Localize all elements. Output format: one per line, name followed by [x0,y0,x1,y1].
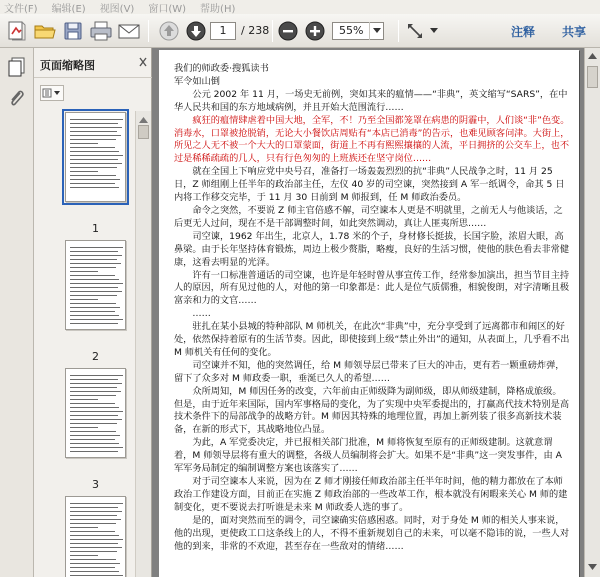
thumbnail-text-line [70,143,98,144]
thumbnail-text-line [70,447,123,448]
arrow-up-icon [158,20,180,42]
thumbnail-text-line [70,503,123,504]
paperclip-icon [7,88,27,110]
thumbnail-text-line [70,287,118,288]
thumbnail-text-line [70,423,117,424]
thumbnail-options-button[interactable] [40,85,64,101]
thumbnail-text-line [70,135,121,136]
thumbnail-text-line [70,323,118,324]
page-total: / 238 [241,24,270,37]
zoom-level-select[interactable]: 55% [332,22,384,40]
thumbnail-text-line [70,419,122,420]
thumbnail-text-line [70,183,115,184]
thumbnail-text-line [70,263,121,264]
email-button[interactable] [116,17,142,45]
paragraph: 是的，面对突然而至的调令，司空谏确实倍感困惑。同时，对于身处 M 师的相关人事来说，他的出现，更使政工口这条线上的人，不得不重新规划自己的未来，可以毫不隐讳的说，一些人对他的到来，非常的不欢迎，甚至存在一些敌对的情绪…… [174,514,570,552]
thumbnail-text-line [70,515,117,516]
thumbnail-text-line [70,159,118,160]
create-pdf-icon [6,20,28,42]
toolbar-separator [148,20,149,42]
fit-page-icon [405,21,425,41]
page-thumbnails-tab[interactable] [6,56,28,81]
document-view[interactable] [152,48,584,577]
chevron-down-icon [430,28,438,34]
thumbnail-text-line [70,575,123,576]
thumbnail-text-line [70,507,118,508]
chevron-down-icon [588,564,597,571]
zoom-in-button[interactable] [303,17,327,45]
menu-bar [0,0,600,14]
thumbnail-text-line [70,571,119,572]
paragraph: …… [192,308,211,320]
thumbnail-text-line [70,303,116,304]
thumbnail-text-line [70,543,118,544]
thumbnail-scroll-thumb[interactable] [138,125,149,139]
thumbnail-text-line [70,299,98,300]
thumbnail-page-number: 3 [92,478,99,491]
thumbnail-text-line [70,535,119,536]
menu-window[interactable]: 窗口(W) [148,3,187,14]
paragraph: 对于司空谏本人来说，因为在 Z 师才刚接任师政治部主任半年时间，他的精力都放在了本师政治工作建设方面，目前正在实施 Z 师政治部的一些改革工作，根本就没有闲暇来关心 M 师的建制变化，更不要说去打听谁是未来 M 师政委人选的事了。 [174,476,568,513]
toolbar-separator [398,20,399,42]
thumbnail-text-line [70,435,120,436]
thumbnail-text-line [70,271,98,272]
thumbnail-text-line [70,451,118,452]
page-text [174,63,570,553]
next-page-button[interactable] [183,17,209,45]
open-folder-button[interactable] [32,17,58,45]
thumbnail-text-line [70,311,115,312]
thumbnail-text-line [70,527,98,528]
thumbnail-text-line [70,255,122,256]
plus-icon [304,20,326,42]
thumbnail-text-line [70,519,121,520]
paragraph: 军令如山倒 [174,75,220,87]
thumbnail-page-4[interactable] [65,496,126,577]
zoom-out-button[interactable] [276,17,300,45]
thumbnail-text-line [70,411,123,412]
thumbnail-text-line [70,563,120,564]
thumbnail-text-line [70,155,123,156]
thumbnail-text-line [70,259,117,260]
toolbar [0,14,600,48]
thumbnail-text-line [70,395,116,396]
thumbnail-text-line [70,171,98,172]
page-number-input[interactable]: 1 [210,22,236,40]
thumbnail-text-line [70,379,118,380]
thumbnail-text-line [70,147,115,148]
thumbnail-text-line [70,415,118,416]
toolbar-separator [272,20,273,42]
paragraph: 司空谏并不知，他的突然调任，给 M 师领导层已带来了巨大的冲击，更有若一颗重磅炸弹，留下了众多对 M 师政委一职，垂涎已久人的希望…… [174,359,565,384]
thumbnail-text-line [70,247,123,248]
chevron-up-icon [139,117,148,124]
thumbnail-text-line [70,163,122,164]
thumbnail-panel-header [34,48,152,78]
thumbnail-scrollbar[interactable] [135,111,151,577]
thumbnail-text-line [70,187,119,188]
thumbnail-text-line [70,139,116,140]
thumbnail-text-line [70,407,119,408]
paragraph: 命令之突然，不要说 Z 师主官倍感不解，司空谏本人更是不明就里，之前无人与他谈话，之后更无人过问，现在不是干部调整时间，如此突然调动，真让人匪夷所思…… [174,204,563,229]
attachments-tab[interactable] [7,88,27,113]
save-button[interactable] [60,17,86,45]
paragraph: 司空谏，1962 年出生，北京人，1.78 米的个子，身材修长挺拔，长国字脸，浓眉大眼，高鼻梁。由于长年坚持体育锻炼，周边上极少赘脂，略瘦，良好的生活习惯，使他的肤色看去非常健康，这看去明显的光泽。 [174,230,570,268]
thumbnail-panel-title: 页面缩略图 [40,59,95,72]
thumbnail-text-line [70,375,123,376]
thumbnail-page-3[interactable] [65,368,126,458]
scroll-down-button[interactable] [585,560,600,575]
thumbnail-text-line [70,555,98,556]
print-button[interactable] [88,17,114,45]
thumbnail-text-line [70,251,118,252]
thumbnail-text-line [70,295,117,296]
paragraph: 就在全国上下响应党中央号召，准备打一场轰轰烈烈的抗“非典”人民战争之时，11 月 25 日，Z 师组刚上任半年的政治部主任，左仪 40 岁的司空谏，突然接到 A 军一纸调令，命其 5 日内将工作移交完毕，于 11 月 30 日前到 M 师报到，任 M 师政治委员。 [174,166,565,204]
navigation-strip [0,48,34,577]
chevron-up-icon [588,53,597,60]
save-icon [62,20,84,42]
zoom-dropdown-button[interactable] [369,22,384,40]
menu-help[interactable]: 帮助(H) [200,3,236,14]
previous-page-button[interactable] [156,17,182,45]
scroll-up-button[interactable] [585,49,600,64]
pdf-page [159,50,579,577]
thumbnail-text-line [70,511,122,512]
thumbnail-page-number: 1 [92,222,99,235]
thumbnail-text-line [70,559,116,560]
thumbnail-text-line [70,179,120,180]
thumbnail-page-1[interactable] [65,112,126,202]
fit-page-dropdown[interactable] [427,17,441,45]
thumbnail-text-line [70,399,98,400]
thumbnail-text-line [70,387,117,388]
close-icon [138,56,148,68]
thumbnail-text-line [70,391,121,392]
document-scroll-thumb[interactable] [587,66,598,88]
paragraph: 为此，A 军党委决定，并已报相关部门批准，M 师将恢复至原有的正师级建制。这就意谓着，M 师领导层将有重大的调整，各级人员编制将会扩大。如果不是“非典”这一突发事件，由 A 军军务局制定的编制调整方案也该落实了…… [174,437,562,475]
fit-page-button[interactable] [404,17,426,45]
thumbnail-text-line [70,319,123,320]
minus-icon [277,20,299,42]
thumbnail-text-line [70,551,117,552]
thumbnail-text-line [70,291,122,292]
thumbnail-text-line [70,167,117,168]
thumbnail-text-line [70,443,119,444]
thumbnail-text-line [70,119,123,120]
thumbnail-text-line [70,283,123,284]
paragraph: 疯狂的瘟情肆虐着中国大地，全军，不！乃至全国都笼罩在病患的阴霾中，人们谈“非”色变。消毒水，口罩被抢脱销，无论大小餐饮店周贴有“本店已消毒”的告示，也难见顾客问津。大街上，所见之人无不被一个大大的口罩蒙面，街道上不再有熙熙攘攘的人流，平日拥挤的公交车上，也不过是稀稀疏疏的几人，只有行色匆匆的上班族还在坚守岗位…… [174,114,570,165]
thumbnail-text-line [70,175,116,176]
arrow-down-icon [185,20,207,42]
thumbnail-text-line [70,267,116,268]
thumbnail-text-line [70,307,120,308]
close-panel-button[interactable] [138,56,148,71]
thumbnail-text-line [70,431,116,432]
create-pdf-button[interactable] [4,17,30,45]
thumbnail-text-line [70,523,116,524]
thumbnail-text-line [70,567,115,568]
paragraph: 许有一口标准普通话的司空谏，也许是年轻时曾从事宣传工作，经常参加演出，担当节目主持人的原因，所有见过他的人，对他的第一印象都是：此人是位气质儒雅，相貌俊朗，对字清晰且极富亲和力的文官…… [174,269,570,307]
thumbnail-text-line [70,123,118,124]
paragraph: 驻扎在某小县城的特种部队 M 师机关，在此次“非典”中，充分享受到了远离都市和闹区的好处，依然保持着原有的生活节奏。因此，即使接到上级“禁止外出”的通知，从表面上，几乎看不出 M 师机关有任何的变化。 [174,321,570,358]
thumbnail-text-line [70,315,119,316]
paragraph: 我们的师政委·搜狐读书 [174,63,269,74]
paragraph: 公元 2002 年 11 月，一场史无前例，突如其来的瘟情——“非典”，英文缩写“SARS”，在中华人民共和国的东方地域病例，并且开始大范围流行…… [174,88,568,113]
thumbnail-text-line [70,127,122,128]
thumbnail-text-line [70,279,119,280]
thumbnail-text-line [70,275,115,276]
thumbnail-panel [34,48,152,577]
thumbnail-text-line [70,403,115,404]
options-icon [42,88,62,98]
menu-view[interactable]: 视图(V) [99,3,135,14]
document-scrollbar[interactable] [584,48,600,577]
annotate-button[interactable]: 注释 [511,25,536,39]
thumbnail-page-2[interactable] [65,240,126,330]
menu-file[interactable]: 文件(F) [4,3,38,14]
thumbnail-page-number: 2 [92,350,99,363]
folder-icon [33,20,57,42]
thumbnail-text-line [70,427,98,428]
share-button[interactable]: 共享 [562,25,587,39]
chevron-down-icon [373,28,381,34]
thumbnail-text-line [70,151,119,152]
thumbnail-text-line [70,539,123,540]
thumbnail-text-line [70,531,115,532]
thumbnail-text-line [70,439,115,440]
paragraph: 众所周知，M 师因任务的改变，六年前由正师级降为副师级，即从师级建制，降格成旅级。但是，由于近年来国际，国内军事格局的变化，为了实现中央军委提出的，打赢高代技术特别是高技术条件下的局部战争的战略方针。M 师因其特殊的地理位置，再加上新列装了很多高新技术装备，在新的形式下，其战略地位凸显。 [174,385,570,436]
menu-edit[interactable]: 编辑(E) [51,3,86,14]
printer-icon [89,20,113,42]
thumbnail-text-line [70,383,122,384]
pages-icon [6,56,28,78]
thumbnail-text-line [70,131,117,132]
envelope-icon [117,20,141,42]
thumbnail-text-line [70,547,122,548]
